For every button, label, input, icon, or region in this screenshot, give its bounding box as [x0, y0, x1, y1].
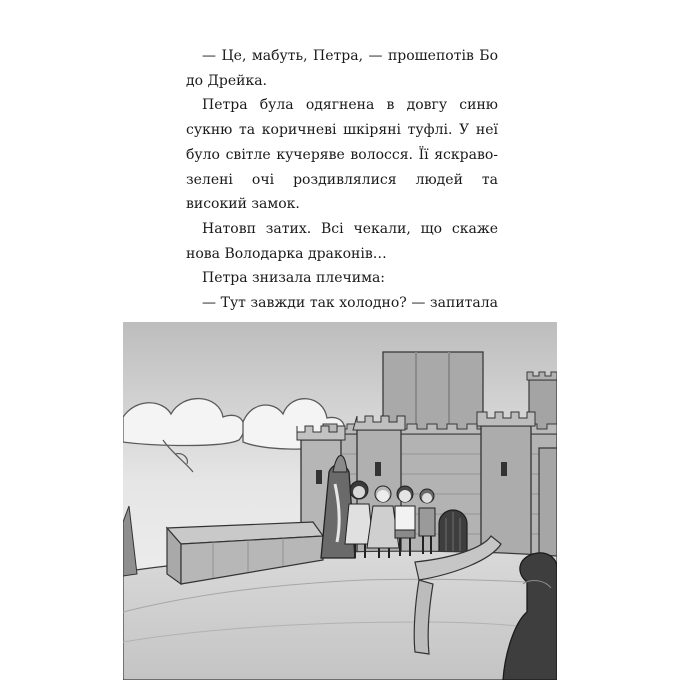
far-right-tower [539, 448, 557, 558]
story-text [186, 44, 498, 340]
paragraph-4: Петра знизала плечима: [202, 270, 386, 287]
paragraph-2: Петра була одягнена в довгу синю сукню та коричневі шкіряні туфлі. У неї було світле кучеряве волосся. Її яскраво-зелені очі роздивлялися людей та високий замок. [186, 97, 498, 213]
castle-illustration [123, 322, 557, 680]
paragraph-1: — Це, мабуть, Петра, — прошепотів Бо до Дрейка. [186, 48, 498, 89]
paragraph-5: — Тут завжди так холодно? — запитала [202, 295, 498, 312]
paragraph-3: Натовп затих. Всі чекали, що скаже нова Володарка драконів… [186, 220, 498, 262]
